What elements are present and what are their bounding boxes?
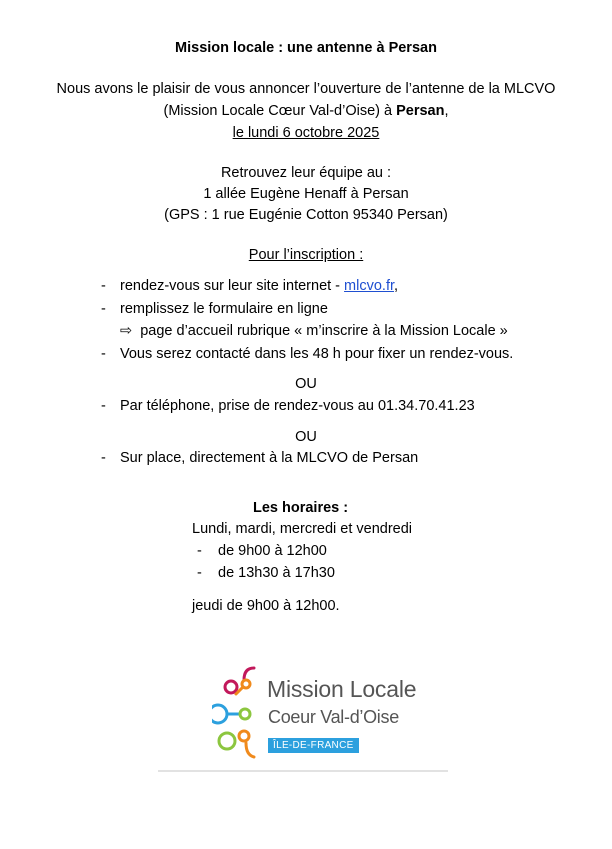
logo-title: Mission Locale	[267, 676, 417, 702]
arrow-right-icon: ⇨	[120, 323, 133, 339]
opening-date-text: le lundi 6 octobre 2025	[232, 125, 380, 141]
logo-circle-green-small	[240, 709, 250, 719]
logo-emblem	[212, 662, 268, 762]
logo-circle-orange	[242, 680, 250, 688]
bullet-dash: -	[197, 565, 202, 581]
hours-thursday: jeudi de 9h00 à 12h00.	[192, 598, 340, 614]
logo-circle-blue	[212, 705, 227, 723]
list-item-website-suffix: ,	[394, 278, 399, 294]
list-item-website-prefix: rendez-vous sur leur site internet -	[120, 278, 345, 294]
form-subitem	[120, 322, 508, 340]
bullet-dash: -	[101, 301, 106, 317]
website-link[interactable]: mlcvo.fr	[344, 278, 394, 294]
logo-arc-orange	[246, 743, 254, 757]
intro-line-2-prefix: (Mission Locale Cœur Val-d’Oise) à	[163, 103, 397, 119]
or-separator-2: OU	[295, 429, 317, 445]
address-street: 1 allée Eugène Henaff à Persan	[203, 186, 409, 202]
bullet-dash: -	[101, 346, 106, 362]
opening-date	[0, 124, 612, 142]
or-separator-1: OU	[295, 376, 317, 392]
bullet-dash: -	[101, 450, 106, 466]
list-item-onsite: Sur place, directement à la MLCVO de Persan	[120, 450, 419, 466]
address-gps: (GPS : 1 rue Eugénie Cotton 95340 Persan)	[164, 207, 448, 223]
mission-locale-logo	[212, 662, 432, 762]
intro-line-1: Nous avons le plaisir de vous annoncer l’ouverture de l’antenne de la MLCVO	[56, 81, 556, 97]
logo-circle-magenta	[225, 681, 237, 693]
list-item-contact: Vous serez contacté dans les 48 h pour fixer un rendez-vous.	[120, 346, 514, 362]
inscription-heading	[0, 246, 612, 264]
logo-circle-orange-bottom	[239, 731, 249, 741]
hours-heading: Les horaires :	[253, 500, 349, 516]
logo-arc-magenta	[244, 668, 254, 680]
list-item-form: remplissez le formulaire en ligne	[120, 301, 328, 317]
form-subitem-text: page d’accueil rubrique « m’inscrire à la Mission Locale »	[140, 323, 508, 339]
document-title: Mission locale : une antenne à Persan	[175, 40, 437, 56]
logo-subtitle: Coeur Val-d’Oise	[268, 707, 399, 727]
logo-circle-green	[219, 733, 235, 749]
address-intro: Retrouvez leur équipe au :	[220, 165, 392, 181]
list-item-phone: Par téléphone, prise de rendez-vous au 01.34.70.41.23	[120, 398, 475, 414]
intro-city: Persan	[396, 103, 445, 119]
list-item-website	[120, 277, 398, 295]
hours-slot-morning: de 9h00 à 12h00	[218, 543, 327, 559]
inscription-heading-text: Pour l’inscription :	[248, 247, 364, 263]
logo-region-badge: ÎLE-DE-FRANCE	[268, 738, 359, 753]
hours-slot-afternoon: de 13h30 à 17h30	[218, 565, 335, 581]
bullet-dash: -	[197, 543, 202, 559]
intro-line-2-suffix: ,	[444, 103, 449, 119]
bullet-dash: -	[101, 278, 106, 294]
footer-divider	[158, 770, 448, 772]
bullet-dash: -	[101, 398, 106, 414]
intro-line-2	[0, 102, 612, 120]
hours-days: Lundi, mardi, mercredi et vendredi	[192, 521, 413, 537]
